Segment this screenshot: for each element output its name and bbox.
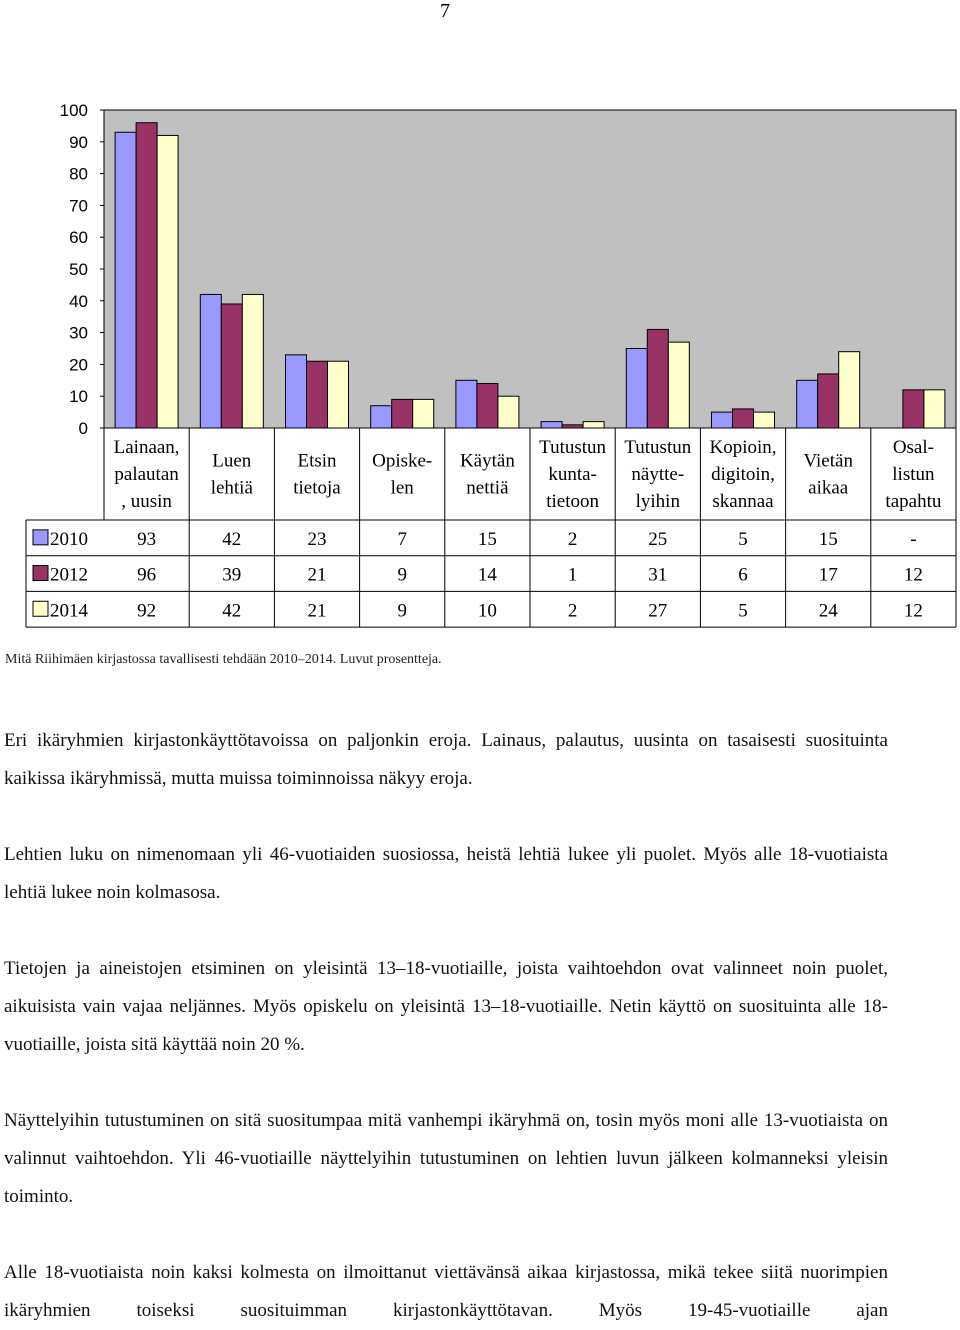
table-value: 1 — [567, 564, 578, 586]
category-label: palautan — [114, 464, 179, 485]
y-tick-label: 20 — [69, 355, 88, 375]
table-value: 21 — [307, 564, 327, 586]
table-value: 5 — [738, 528, 748, 550]
category-label: aikaa — [808, 477, 849, 499]
category-label: lyihin — [635, 491, 680, 512]
table-value: 17 — [818, 564, 838, 586]
table-value: 5 — [738, 600, 748, 622]
bar-2010 — [371, 406, 392, 428]
y-tick-label: 0 — [78, 419, 88, 438]
bar-2014 — [839, 352, 860, 428]
bar-2014 — [157, 135, 178, 428]
paragraph-5: Alle 18-vuotiaista noin kaksi kolmesta on ilmoittanut viettävänsä aikaa kirjastossa, mikä tekee siitä nuorimpien ikäryhmien toiseksi suosituimman kirjastonkäyttötavan. Myös 19-45-vuotiaille ajan — [4, 1262, 888, 1321]
legend-label: 2012 — [50, 564, 88, 586]
table-value: 12 — [903, 564, 923, 586]
bar-2014 — [328, 361, 349, 428]
category-label: Opiske- — [372, 450, 433, 472]
table-value: 14 — [477, 564, 497, 586]
category-label: , uusin — [121, 491, 172, 512]
category-label: listun — [892, 464, 935, 485]
table-value: 9 — [397, 564, 407, 586]
y-tick-label: 10 — [69, 387, 88, 407]
legend-label: 2014 — [50, 600, 88, 622]
category-label: lehtiä — [210, 477, 253, 499]
bar-2014 — [498, 396, 519, 428]
table-value: - — [910, 528, 917, 550]
bar-2010 — [626, 349, 647, 429]
table-value: 42 — [222, 528, 242, 550]
table-value: 27 — [648, 600, 668, 622]
category-label: Kopioin, — [709, 437, 777, 458]
category-label: len — [390, 477, 414, 499]
category-label: näytte- — [631, 464, 685, 485]
paragraph-1: Eri ikäryhmien kirjastonkäyttötavoissa on paljonkin eroja. Lainaus, palautus, uusinta on tasaisesti suosituinta kaikissa ikäryhmissä, mutta muissa toiminnoissa näkyy eroja. — [4, 730, 888, 789]
table-value: 10 — [477, 600, 497, 622]
bar-2014 — [583, 422, 604, 428]
table-value: 31 — [648, 564, 668, 586]
table-value: 25 — [648, 528, 668, 550]
bar-2010 — [797, 380, 818, 428]
category-label: Käytän — [459, 450, 515, 472]
bar-2010 — [286, 355, 307, 428]
chart-caption: Mitä Riihimäen kirjastossa tavallisesti tehdään 2010–2014. Luvut prosentteja. — [5, 652, 442, 667]
y-tick-label: 90 — [69, 132, 88, 152]
category-label: Osal- — [892, 437, 934, 458]
bar-2012 — [647, 329, 668, 428]
table-value: 39 — [222, 564, 242, 586]
table-value: 24 — [818, 600, 838, 622]
bar-2012 — [392, 399, 413, 428]
bar-2014 — [242, 294, 263, 428]
legend-label: 2010 — [50, 528, 88, 550]
bar-2012 — [733, 409, 754, 428]
bar-2012 — [136, 123, 157, 428]
category-label: Luen — [212, 450, 252, 472]
table-value: 6 — [738, 564, 748, 586]
category-label: digitoin, — [711, 464, 775, 485]
bar-chart — [0, 0, 960, 640]
bar-2012 — [562, 425, 583, 428]
category-label: skannaa — [712, 491, 774, 512]
legend-key-2010 — [33, 530, 48, 545]
table-value: 2 — [567, 600, 578, 622]
y-tick-label: 70 — [69, 196, 88, 216]
bar-2012 — [307, 361, 328, 428]
bar-2010 — [456, 380, 477, 428]
bar-2014 — [668, 342, 689, 428]
paragraph-4: Näyttelyihin tutustuminen on sitä suositumpaa mitä vanhempi ikäryhmä on, tosin myös moni alle 13-vuotiaista on valinnut vaihtoehdon. Yli 46-vuotiaille näyttelyihin tutustuminen on lehtien luvun jälkeen kolmanneksi yleisin toiminto. — [4, 1110, 888, 1207]
legend-key-2012 — [33, 566, 48, 581]
category-label: Lainaan, — [113, 437, 180, 458]
bar-2012 — [221, 304, 242, 428]
category-label: tietoon — [546, 491, 599, 512]
paragraph-2: Lehtien luku on nimenomaan yli 46-vuotiaiden suosiossa, heistä lehtiä lukee yli puolet. Myös alle 18-vuotiaista lehtiä lukee noin kolmasosa. — [4, 844, 888, 903]
category-label: nettiä — [466, 477, 509, 499]
bar-2010 — [712, 412, 733, 428]
paragraph-3: Tietojen ja aineistojen etsiminen on yleisintä 13–18-vuotiaille, joista vaihtoehdon ovat valinneet noin puolet, aikuisista vain vajaa neljännes. Myös opiskelu on yleisintä 13–18-vuotiaille. Netin käyttö on suosituinta alle 18-vuotiaille, joista sitä käyttää noin 20 %. — [4, 958, 888, 1055]
table-value: 21 — [307, 600, 327, 622]
category-label: Vietän — [803, 450, 853, 472]
category-label: Tutustun — [624, 437, 692, 458]
page-number: 7 — [440, 0, 450, 22]
category-label: Tutustun — [539, 437, 607, 458]
table-value: 23 — [307, 528, 327, 550]
category-label: kunta- — [548, 464, 597, 485]
y-tick-label: 50 — [69, 260, 88, 279]
bar-2012 — [818, 374, 839, 428]
y-tick-label: 40 — [69, 291, 88, 311]
table-value: 7 — [397, 528, 407, 550]
bar-2014 — [754, 412, 775, 428]
bar-2012 — [903, 390, 924, 428]
category-label: Etsin — [297, 450, 337, 472]
bar-2014 — [413, 399, 434, 428]
y-tick-label: 60 — [69, 228, 88, 248]
bar-2010 — [200, 294, 221, 428]
category-label: tietoja — [293, 477, 341, 499]
table-value: 12 — [903, 600, 923, 622]
bar-2012 — [477, 383, 498, 428]
table-value: 15 — [818, 528, 838, 550]
table-value: 96 — [137, 564, 157, 586]
bar-2010 — [541, 422, 562, 428]
legend-key-2014 — [33, 601, 48, 616]
bar-2010 — [115, 132, 136, 428]
category-label: tapahtu — [885, 491, 942, 512]
table-value: 9 — [397, 600, 407, 622]
table-value: 2 — [567, 528, 578, 550]
y-tick-label: 80 — [69, 164, 88, 184]
y-tick-label: 100 — [59, 101, 88, 120]
table-value: 15 — [477, 528, 497, 550]
table-value: 93 — [137, 528, 157, 550]
table-value: 92 — [137, 600, 157, 622]
bar-2014 — [924, 390, 945, 428]
table-value: 42 — [222, 600, 242, 622]
y-tick-label: 30 — [69, 323, 88, 343]
